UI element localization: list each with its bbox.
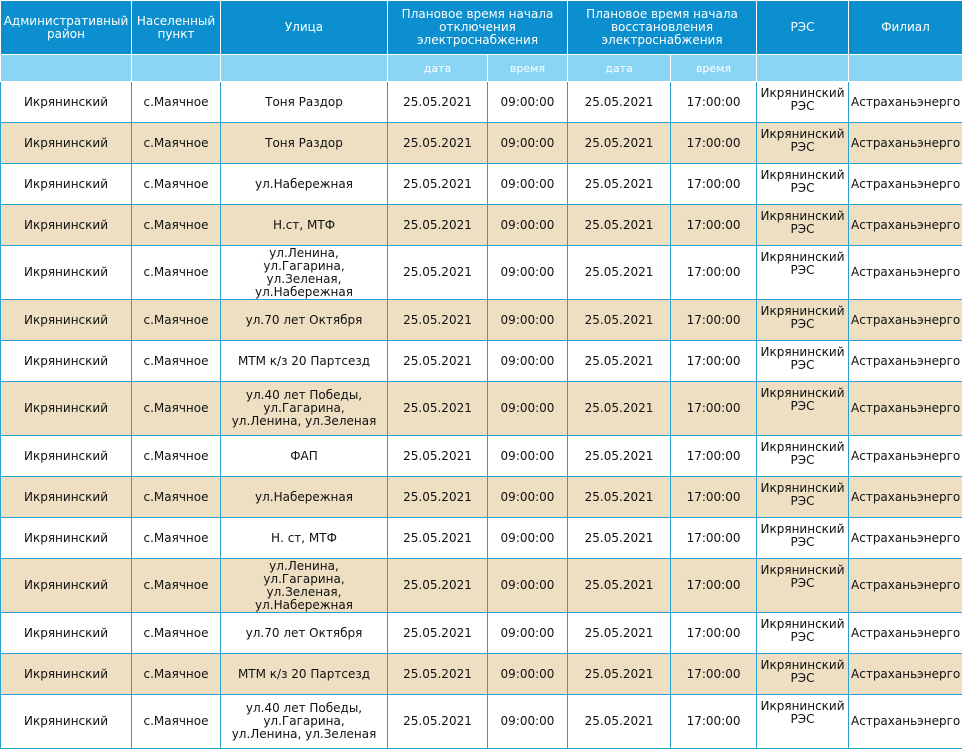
cell-off-time: 09:00:00 — [488, 518, 568, 559]
table-row — [1, 82, 962, 123]
cell-off-time: 09:00:00 — [488, 695, 568, 749]
cell-branch: Астраханьэнерго — [849, 164, 962, 205]
cell-street: ул.40 лет Победы, ул.Гагарина, ул.Ленина, ул.Зеленая — [221, 382, 388, 436]
cell-res: Икрянинский РЭС — [757, 246, 849, 300]
cell-on-date: 25.05.2021 — [568, 82, 671, 123]
cell-district: Икрянинский — [1, 300, 132, 341]
cell-off-time: 09:00:00 — [488, 82, 568, 123]
subheader-empty — [1, 55, 132, 82]
cell-branch: Астраханьэнерго — [849, 559, 962, 613]
cell-off-time: 09:00:00 — [488, 613, 568, 654]
cell-res: Икрянинский РЭС — [757, 559, 849, 613]
column-header-street: Улица — [221, 1, 388, 55]
cell-street: МТМ к/з 20 Партсезд — [221, 341, 388, 382]
cell-street: Тоня Раздор — [221, 82, 388, 123]
cell-street: Н. ст, МТФ — [221, 518, 388, 559]
table-row — [1, 436, 962, 477]
cell-off-date: 25.05.2021 — [388, 477, 488, 518]
cell-off-time: 09:00:00 — [488, 205, 568, 246]
cell-on-date: 25.05.2021 — [568, 518, 671, 559]
cell-district: Икрянинский — [1, 654, 132, 695]
column-header-locality: Населенный пункт — [132, 1, 221, 55]
cell-street: Н.ст, МТФ — [221, 205, 388, 246]
cell-res: Икрянинский РЭС — [757, 518, 849, 559]
subheader-empty — [221, 55, 388, 82]
cell-district: Икрянинский — [1, 205, 132, 246]
cell-district: Икрянинский — [1, 436, 132, 477]
table-subheader-row — [1, 55, 962, 82]
cell-district: Икрянинский — [1, 123, 132, 164]
cell-district: Икрянинский — [1, 82, 132, 123]
cell-locality: с.Маячное — [132, 246, 221, 300]
subheader-empty — [849, 55, 962, 82]
cell-on-time: 17:00:00 — [671, 518, 757, 559]
cell-district: Икрянинский — [1, 164, 132, 205]
cell-res: Икрянинский РЭС — [757, 654, 849, 695]
cell-off-time: 09:00:00 — [488, 246, 568, 300]
table-header-row — [1, 1, 962, 55]
cell-district: Икрянинский — [1, 695, 132, 749]
cell-branch: Астраханьэнерго — [849, 613, 962, 654]
cell-off-date: 25.05.2021 — [388, 341, 488, 382]
cell-on-time: 17:00:00 — [671, 559, 757, 613]
cell-locality: с.Маячное — [132, 695, 221, 749]
cell-on-date: 25.05.2021 — [568, 436, 671, 477]
subheader-on-date: дата — [568, 55, 671, 82]
table-row — [1, 300, 962, 341]
subheader-off-time: время — [488, 55, 568, 82]
cell-district: Икрянинский — [1, 613, 132, 654]
table-row — [1, 205, 962, 246]
cell-res: Икрянинский РЭС — [757, 300, 849, 341]
table-row — [1, 613, 962, 654]
cell-on-date: 25.05.2021 — [568, 341, 671, 382]
cell-off-date: 25.05.2021 — [388, 559, 488, 613]
cell-branch: Астраханьэнерго — [849, 382, 962, 436]
table-row — [1, 559, 962, 613]
cell-on-time: 17:00:00 — [671, 436, 757, 477]
cell-locality: с.Маячное — [132, 123, 221, 164]
cell-branch: Астраханьэнерго — [849, 205, 962, 246]
cell-off-date: 25.05.2021 — [388, 654, 488, 695]
cell-on-date: 25.05.2021 — [568, 613, 671, 654]
cell-res: Икрянинский РЭС — [757, 341, 849, 382]
cell-off-time: 09:00:00 — [488, 382, 568, 436]
cell-res: Икрянинский РЭС — [757, 123, 849, 164]
cell-off-date: 25.05.2021 — [388, 246, 488, 300]
cell-locality: с.Маячное — [132, 82, 221, 123]
cell-street: ул.Ленина, ул.Гагарина, ул.Зеленая, ул.Набережная — [221, 559, 388, 613]
cell-locality: с.Маячное — [132, 613, 221, 654]
table-row — [1, 382, 962, 436]
cell-locality: с.Маячное — [132, 164, 221, 205]
subheader-off-date: дата — [388, 55, 488, 82]
table-row — [1, 654, 962, 695]
cell-branch: Астраханьэнерго — [849, 300, 962, 341]
column-header-off-start: Плановое время начала отключения электроснабжения — [388, 1, 568, 55]
cell-locality: с.Маячное — [132, 477, 221, 518]
cell-district: Икрянинский — [1, 477, 132, 518]
cell-street: Тоня Раздор — [221, 123, 388, 164]
cell-locality: с.Маячное — [132, 559, 221, 613]
table-row — [1, 477, 962, 518]
cell-on-time: 17:00:00 — [671, 341, 757, 382]
cell-on-date: 25.05.2021 — [568, 246, 671, 300]
cell-street: ул.40 лет Победы, ул.Гагарина, ул.Ленина, ул.Зеленая — [221, 695, 388, 749]
cell-district: Икрянинский — [1, 518, 132, 559]
cell-off-date: 25.05.2021 — [388, 382, 488, 436]
cell-branch: Астраханьэнерго — [849, 518, 962, 559]
column-header-res: РЭС — [757, 1, 849, 55]
cell-off-time: 09:00:00 — [488, 559, 568, 613]
cell-res: Икрянинский РЭС — [757, 205, 849, 246]
cell-street: МТМ к/з 20 Партсезд — [221, 654, 388, 695]
table-row — [1, 518, 962, 559]
column-header-branch: Филиал — [849, 1, 962, 55]
cell-branch: Астраханьэнерго — [849, 654, 962, 695]
cell-on-time: 17:00:00 — [671, 382, 757, 436]
cell-off-date: 25.05.2021 — [388, 300, 488, 341]
cell-street: ул.70 лет Октября — [221, 300, 388, 341]
cell-branch: Астраханьэнерго — [849, 246, 962, 300]
cell-on-date: 25.05.2021 — [568, 654, 671, 695]
column-header-district: Административный район — [1, 1, 132, 55]
table-row — [1, 341, 962, 382]
cell-district: Икрянинский — [1, 559, 132, 613]
cell-branch: Астраханьэнерго — [849, 123, 962, 164]
cell-on-date: 25.05.2021 — [568, 164, 671, 205]
subheader-on-time: время — [671, 55, 757, 82]
cell-on-time: 17:00:00 — [671, 246, 757, 300]
subheader-empty — [757, 55, 849, 82]
cell-off-time: 09:00:00 — [488, 164, 568, 205]
cell-locality: с.Маячное — [132, 518, 221, 559]
cell-locality: с.Маячное — [132, 341, 221, 382]
cell-res: Икрянинский РЭС — [757, 82, 849, 123]
cell-street: ФАП — [221, 436, 388, 477]
cell-street: ул.70 лет Октября — [221, 613, 388, 654]
cell-off-date: 25.05.2021 — [388, 695, 488, 749]
table-row — [1, 164, 962, 205]
cell-district: Икрянинский — [1, 341, 132, 382]
cell-branch: Астраханьэнерго — [849, 436, 962, 477]
cell-on-time: 17:00:00 — [671, 695, 757, 749]
cell-branch: Астраханьэнерго — [849, 82, 962, 123]
table-row — [1, 123, 962, 164]
cell-locality: с.Маячное — [132, 382, 221, 436]
cell-on-time: 17:00:00 — [671, 205, 757, 246]
cell-off-date: 25.05.2021 — [388, 436, 488, 477]
cell-res: Икрянинский РЭС — [757, 382, 849, 436]
cell-res: Икрянинский РЭС — [757, 164, 849, 205]
cell-on-time: 17:00:00 — [671, 164, 757, 205]
cell-on-date: 25.05.2021 — [568, 382, 671, 436]
cell-on-time: 17:00:00 — [671, 654, 757, 695]
cell-locality: с.Маячное — [132, 436, 221, 477]
table-row — [1, 695, 962, 749]
subheader-empty — [132, 55, 221, 82]
cell-off-time: 09:00:00 — [488, 341, 568, 382]
cell-on-time: 17:00:00 — [671, 300, 757, 341]
cell-branch: Астраханьэнерго — [849, 695, 962, 749]
cell-locality: с.Маячное — [132, 300, 221, 341]
cell-off-time: 09:00:00 — [488, 300, 568, 341]
cell-on-date: 25.05.2021 — [568, 559, 671, 613]
cell-on-date: 25.05.2021 — [568, 477, 671, 518]
cell-res: Икрянинский РЭС — [757, 695, 849, 749]
cell-on-date: 25.05.2021 — [568, 123, 671, 164]
cell-res: Икрянинский РЭС — [757, 613, 849, 654]
cell-on-date: 25.05.2021 — [568, 300, 671, 341]
cell-off-time: 09:00:00 — [488, 123, 568, 164]
column-header-restore-start: Плановое время начала восстановления электроснабжения — [568, 1, 757, 55]
cell-locality: с.Маячное — [132, 205, 221, 246]
cell-off-date: 25.05.2021 — [388, 518, 488, 559]
cell-off-date: 25.05.2021 — [388, 164, 488, 205]
cell-district: Икрянинский — [1, 382, 132, 436]
cell-branch: Астраханьэнерго — [849, 341, 962, 382]
cell-res: Икрянинский РЭС — [757, 477, 849, 518]
cell-res: Икрянинский РЭС — [757, 436, 849, 477]
cell-off-date: 25.05.2021 — [388, 123, 488, 164]
cell-on-time: 17:00:00 — [671, 82, 757, 123]
cell-off-date: 25.05.2021 — [388, 205, 488, 246]
cell-on-time: 17:00:00 — [671, 613, 757, 654]
cell-off-time: 09:00:00 — [488, 436, 568, 477]
cell-off-time: 09:00:00 — [488, 477, 568, 518]
cell-off-date: 25.05.2021 — [388, 82, 488, 123]
cell-locality: с.Маячное — [132, 654, 221, 695]
cell-on-time: 17:00:00 — [671, 477, 757, 518]
cell-on-date: 25.05.2021 — [568, 205, 671, 246]
cell-on-time: 17:00:00 — [671, 123, 757, 164]
cell-on-date: 25.05.2021 — [568, 695, 671, 749]
cell-off-date: 25.05.2021 — [388, 613, 488, 654]
cell-street: ул.Набережная — [221, 477, 388, 518]
cell-off-time: 09:00:00 — [488, 654, 568, 695]
cell-branch: Астраханьэнерго — [849, 477, 962, 518]
cell-district: Икрянинский — [1, 246, 132, 300]
cell-street: ул.Ленина, ул.Гагарина, ул.Зеленая, ул.Набережная — [221, 246, 388, 300]
table-row — [1, 246, 962, 300]
cell-street: ул.Набережная — [221, 164, 388, 205]
